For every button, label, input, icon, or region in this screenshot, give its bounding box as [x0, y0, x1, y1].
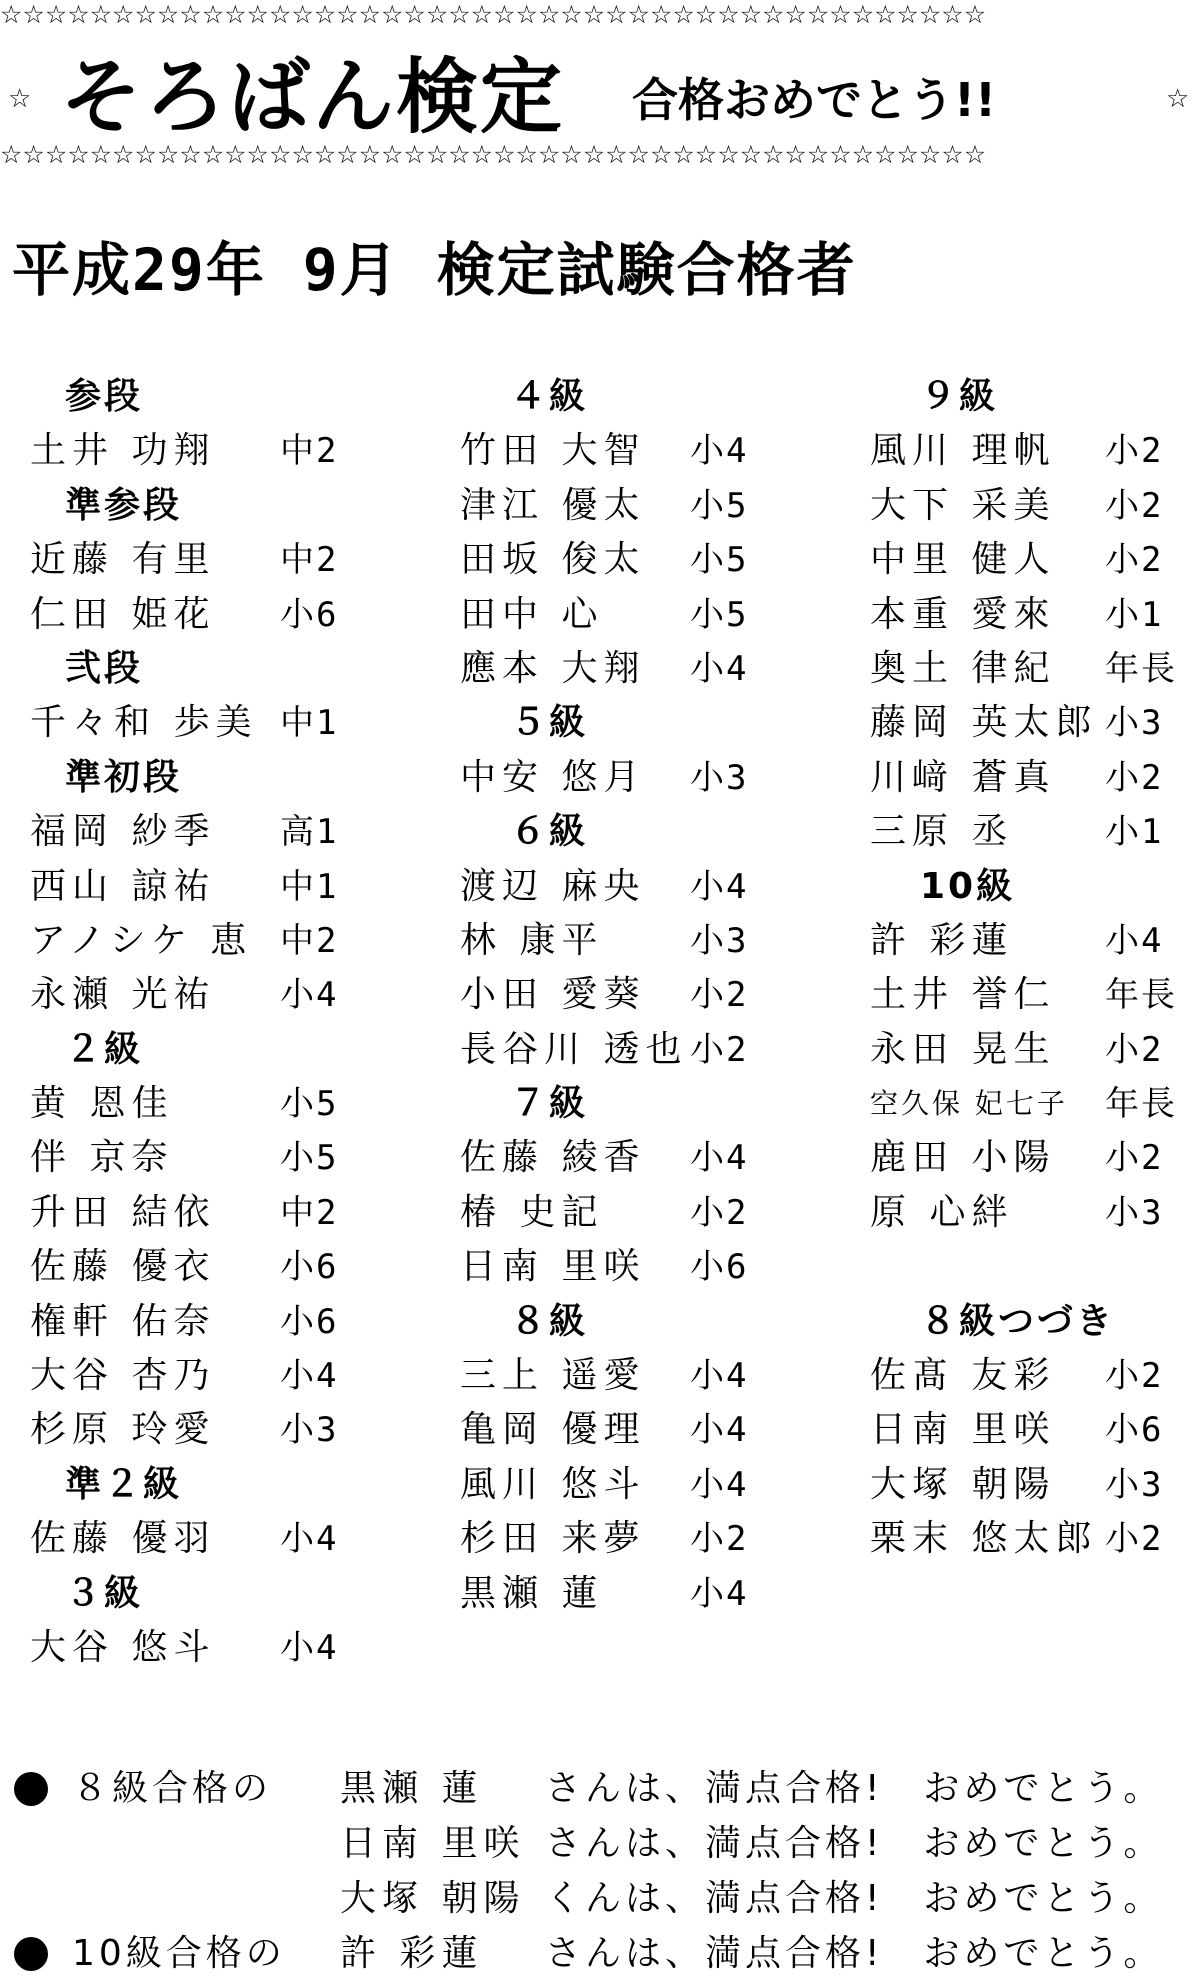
page-heading: 平成29年 9月 検定試験合格者: [12, 236, 857, 304]
grade-heading: [415, 1295, 795, 1349]
passer-school-year: 小5: [690, 540, 749, 581]
bullet-icon: [14, 1772, 48, 1806]
passer-name: 日南 里咲: [870, 1409, 1056, 1451]
passer-row: [850, 533, 1190, 587]
grade-heading: [0, 1458, 360, 1512]
passer-school-year: 小4: [690, 1138, 749, 1179]
star-border-top: ☆☆☆☆☆☆☆☆☆☆☆☆☆☆☆☆☆☆☆☆☆☆☆☆☆☆☆☆☆☆☆☆☆☆☆☆☆☆☆☆☆☆☆☆: [0, 0, 987, 29]
star-right-icon: ☆: [1166, 84, 1190, 114]
grade-heading: [415, 805, 795, 859]
passer-school-year: 高1: [280, 812, 339, 853]
spacer: [850, 1240, 1190, 1294]
passer-school-year: 小6: [280, 1301, 339, 1342]
passer-name: 日南 里咲: [460, 1246, 646, 1288]
passer-name: 竹田 大智: [460, 430, 646, 472]
passer-school-year: 小4: [690, 648, 749, 689]
passer-name: 本重 愛來: [870, 593, 1056, 635]
passer-school-year: 中2: [280, 1192, 339, 1233]
passer-row: [415, 1349, 795, 1403]
passer-school-year: 中2: [280, 540, 339, 581]
passer-name: 林 康平: [460, 919, 604, 961]
passer-row: [0, 860, 360, 914]
passer-row: [415, 914, 795, 968]
passer-school-year: 小2: [1105, 431, 1164, 472]
passer-row: [0, 914, 360, 968]
grade-heading: [0, 479, 360, 533]
passer-school-year: 中1: [280, 703, 339, 744]
passer-name: 三原 丞: [870, 811, 1014, 853]
passer-school-year: 小6: [280, 1247, 339, 1288]
passer-name: 杉原 玲愛: [30, 1409, 216, 1451]
passer-name: 長谷川 透也: [460, 1028, 688, 1070]
passer-name: 中安 悠月: [460, 756, 646, 798]
passer-column-2: [415, 370, 795, 1621]
grade-label: 準２級: [65, 1463, 183, 1505]
passer-school-year: 小3: [690, 920, 749, 961]
passer-row: [0, 1512, 360, 1566]
passer-school-year: 小5: [280, 1084, 339, 1125]
passer-school-year: 小4: [690, 1464, 749, 1505]
grade-heading: [415, 1077, 795, 1131]
passer-school-year: 小6: [1105, 1410, 1164, 1451]
passer-row: [0, 1403, 360, 1457]
passer-row: [415, 588, 795, 642]
grade-heading: [0, 751, 360, 805]
passer-row: [415, 1023, 795, 1077]
grade-label: 10級: [920, 865, 1016, 907]
passer-name: 佐髙 友彩: [870, 1355, 1056, 1397]
passer-row: [415, 1458, 795, 1512]
grade-heading: [0, 1023, 360, 1077]
passer-school-year: 小4: [690, 431, 749, 472]
passer-row: [415, 968, 795, 1022]
passer-name: 川﨑 蒼真: [870, 756, 1056, 798]
passer-name: 椿 史記: [460, 1191, 604, 1233]
passer-row: [415, 533, 795, 587]
passer-name: 鹿田 小陽: [870, 1137, 1056, 1179]
passer-row: [850, 914, 1190, 968]
passer-name: 大谷 杏乃: [30, 1355, 216, 1397]
passer-name: 大谷 悠斗: [30, 1626, 216, 1668]
passer-name: 三上 遥愛: [460, 1355, 646, 1397]
passer-name: 風川 悠斗: [460, 1463, 646, 1505]
passer-row: [0, 696, 360, 750]
passer-row: [0, 1077, 360, 1131]
passer-row: [850, 805, 1190, 859]
passer-school-year: 小2: [1105, 1138, 1164, 1179]
grade-label: ８級つづき: [920, 1300, 1116, 1342]
passer-school-year: 年長: [1105, 1084, 1177, 1125]
passer-school-year: 小3: [280, 1410, 339, 1451]
passer-school-year: 年長: [1105, 648, 1177, 689]
passer-row: [415, 1240, 795, 1294]
passer-row: [0, 1240, 360, 1294]
note-name: 許 彩蓮: [340, 1933, 484, 1974]
passer-name: 升田 結依: [30, 1191, 216, 1233]
note-name: 大塚 朝陽: [340, 1878, 526, 1919]
passer-name: 福岡 紗季: [30, 811, 216, 853]
passer-school-year: 小4: [1105, 920, 1164, 961]
passer-name: 永瀬 光祐: [30, 974, 216, 1016]
passer-row: [0, 588, 360, 642]
grade-label: ５級: [510, 702, 589, 744]
grade-heading: [0, 370, 360, 424]
passer-school-year: 年長: [1105, 975, 1177, 1016]
grade-heading: [0, 1567, 360, 1621]
passer-row: [415, 751, 795, 805]
passer-school-year: 中2: [280, 431, 339, 472]
passer-school-year: 小2: [1105, 757, 1164, 798]
passer-name: 應本 大翔: [460, 647, 646, 689]
passer-school-year: 小4: [280, 1519, 339, 1560]
passer-name: 渡辺 麻央: [460, 865, 646, 907]
passer-row: [0, 1295, 360, 1349]
passer-row: [415, 424, 795, 478]
passer-school-year: 小4: [280, 1356, 339, 1397]
passer-school-year: 小3: [1105, 1464, 1164, 1505]
passer-row: [0, 533, 360, 587]
passer-row: [850, 1131, 1190, 1185]
passer-row: [850, 1512, 1190, 1566]
passer-row: [0, 424, 360, 478]
grade-heading: [850, 860, 1190, 914]
passer-row: [415, 860, 795, 914]
passer-school-year: 小2: [1105, 485, 1164, 526]
passer-name: 亀岡 優理: [460, 1409, 646, 1451]
passer-school-year: 小4: [690, 1356, 749, 1397]
banner-subtitle: 合格おめでとう!!: [632, 73, 996, 127]
passer-name: 土井 功翔: [30, 430, 216, 472]
grade-heading: [415, 696, 795, 750]
passer-school-year: 小3: [690, 757, 749, 798]
grade-heading: [850, 1295, 1190, 1349]
passer-name: 土井 誉仁: [870, 974, 1056, 1016]
passer-name: 風川 理帆: [870, 430, 1056, 472]
passer-name: 権軒 佑奈: [30, 1300, 216, 1342]
passer-row: [850, 1023, 1190, 1077]
passer-row: [850, 1186, 1190, 1240]
passer-row: [415, 1403, 795, 1457]
passer-school-year: 中2: [280, 920, 339, 961]
passer-row: [415, 1186, 795, 1240]
grade-heading: [850, 370, 1190, 424]
passer-school-year: 小6: [690, 1247, 749, 1288]
bullet-icon: [14, 1937, 48, 1971]
note-message: さんは、満点合格! おめでとう。: [545, 1823, 1164, 1864]
passer-row: [850, 588, 1190, 642]
passer-row: [0, 1131, 360, 1185]
passer-school-year: 小5: [690, 594, 749, 635]
passer-name: 大下 采美: [870, 484, 1056, 526]
passer-name: 伴 京奈: [30, 1137, 174, 1179]
passer-name: 永田 晃生: [870, 1028, 1056, 1070]
passer-row: [850, 751, 1190, 805]
grade-label: ４級: [510, 376, 589, 417]
star-left-icon: ☆: [8, 84, 32, 114]
passer-school-year: 小4: [280, 975, 339, 1016]
passer-name: 近藤 有里: [30, 539, 216, 581]
passer-row: [0, 1349, 360, 1403]
passer-name: 田坂 俊太: [460, 539, 646, 581]
passer-row: [850, 968, 1190, 1022]
passer-row: [415, 642, 795, 696]
passer-row: [0, 968, 360, 1022]
passer-school-year: 小2: [1105, 540, 1164, 581]
grade-label: ９級: [920, 376, 999, 417]
note-name: 黒瀬 蓮: [340, 1768, 484, 1809]
note-name: 日南 里咲: [340, 1823, 526, 1864]
passer-school-year: 小2: [1105, 1519, 1164, 1560]
passer-name: 佐藤 優衣: [30, 1246, 216, 1288]
passer-row: [415, 1131, 795, 1185]
note-message: さんは、満点合格! おめでとう。: [545, 1933, 1164, 1974]
passer-row: [415, 479, 795, 533]
passer-school-year: 小2: [690, 1519, 749, 1560]
passer-school-year: 小3: [1105, 703, 1164, 744]
passer-school-year: 小1: [1105, 812, 1164, 853]
passer-row: [850, 696, 1190, 750]
grade-label: ６級: [510, 811, 589, 853]
passer-name: 大塚 朝陽: [870, 1463, 1056, 1505]
passer-name: 佐藤 優羽: [30, 1518, 216, 1560]
passer-school-year: 小2: [1105, 1029, 1164, 1070]
passer-row: [850, 1403, 1190, 1457]
passer-name: 仁田 姫花: [30, 593, 216, 635]
grade-label: ７級: [510, 1083, 589, 1125]
passer-row: [415, 1567, 795, 1621]
passer-column-1: [0, 370, 360, 1675]
grade-heading: [415, 370, 795, 424]
passer-name: 千々和 歩美: [30, 702, 258, 744]
passer-name: 田中 心: [460, 593, 604, 635]
grade-heading: [0, 642, 360, 696]
passer-row: [850, 424, 1190, 478]
passer-column-3: [850, 370, 1190, 1567]
passer-school-year: 中1: [280, 866, 339, 907]
grade-label: ８級: [510, 1300, 589, 1342]
passer-school-year: 小4: [690, 1573, 749, 1614]
passer-name: 中里 健人: [870, 539, 1056, 581]
grade-label: 参段: [65, 376, 144, 417]
passer-name: 空久保 妃七子: [870, 1087, 1068, 1121]
note-message: さんは、満点合格! おめでとう。: [545, 1768, 1164, 1809]
passer-row: [850, 1458, 1190, 1512]
passer-school-year: 小2: [690, 975, 749, 1016]
note-prefix: 10級合格の: [72, 1933, 286, 1974]
passer-name: 黄 恩佳: [30, 1083, 174, 1125]
passer-name: 津江 優太: [460, 484, 646, 526]
passer-school-year: 小4: [690, 1410, 749, 1451]
passer-row: [0, 805, 360, 859]
star-border-bottom: ☆☆☆☆☆☆☆☆☆☆☆☆☆☆☆☆☆☆☆☆☆☆☆☆☆☆☆☆☆☆☆☆☆☆☆☆☆☆☆☆☆☆☆☆: [0, 140, 987, 169]
passer-school-year: 小4: [690, 866, 749, 907]
passer-name: 原 心絆: [870, 1191, 1014, 1233]
passer-name: 西山 諒祐: [30, 865, 216, 907]
passer-school-year: 小1: [1105, 594, 1164, 635]
passer-name: 栗末 悠太郎: [870, 1518, 1098, 1560]
passer-school-year: 小5: [690, 485, 749, 526]
passer-row: [415, 1512, 795, 1566]
passer-name: 黒瀬 蓮: [460, 1572, 604, 1614]
grade-label: ２級: [65, 1028, 144, 1070]
passer-school-year: 小3: [1105, 1192, 1164, 1233]
grade-label: 弐段: [65, 647, 144, 689]
note-message: くんは、満点合格! おめでとう。: [545, 1878, 1164, 1919]
passer-name: 藤岡 英太郎: [870, 702, 1098, 744]
passer-row: [850, 1077, 1190, 1131]
passer-row: [850, 1349, 1190, 1403]
passer-name: 許 彩蓮: [870, 919, 1014, 961]
passer-name: 杉田 来夢: [460, 1518, 646, 1560]
passer-row: [850, 479, 1190, 533]
note-prefix: ８級合格の: [72, 1768, 273, 1809]
passer-name: アノシケ 恵: [30, 919, 253, 961]
passer-school-year: 小4: [280, 1627, 339, 1668]
passer-name: 奥土 律紀: [870, 647, 1056, 689]
banner-title: そろばん検定: [60, 50, 565, 145]
passer-school-year: 小5: [280, 1138, 339, 1179]
passer-row: [850, 642, 1190, 696]
grade-label: 準参段: [65, 484, 183, 526]
passer-row: [0, 1621, 360, 1675]
passer-name: 佐藤 綾香: [460, 1137, 646, 1179]
passer-school-year: 小2: [690, 1192, 749, 1233]
passer-name: 小田 愛葵: [460, 974, 646, 1016]
grade-label: ３級: [65, 1572, 144, 1614]
passer-school-year: 小2: [690, 1029, 749, 1070]
passer-row: [0, 1186, 360, 1240]
grade-label: 準初段: [65, 756, 183, 798]
passer-school-year: 小6: [280, 594, 339, 635]
passer-school-year: 小2: [1105, 1356, 1164, 1397]
